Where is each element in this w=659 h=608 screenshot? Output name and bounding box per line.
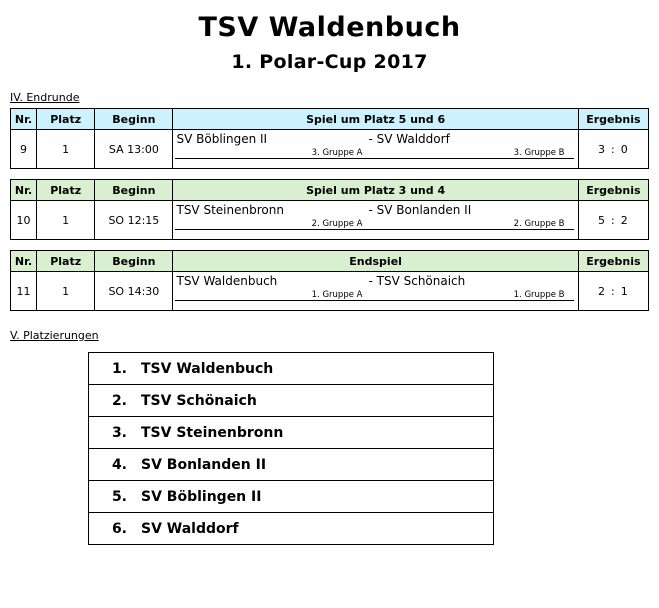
- table-row: [11, 272, 649, 311]
- divider: [175, 300, 573, 301]
- match-teams-cell: [173, 201, 578, 240]
- home-team-group: 3. Gruppe A: [311, 148, 363, 158]
- page-title: TSV Waldenbuch: [198, 12, 461, 43]
- home-team-group: 1. Gruppe A: [311, 290, 363, 300]
- away-team-group: 3. Gruppe B: [513, 148, 565, 158]
- column-header-ergebnis: Ergebnis: [578, 109, 648, 130]
- list-item: [89, 385, 493, 417]
- match-table: [10, 250, 649, 311]
- match-beginn: SO 12:15: [95, 201, 173, 240]
- rank-team: SV Böblingen II: [141, 488, 262, 505]
- column-header-ergebnis: Ergebnis: [578, 251, 648, 272]
- rank-team: TSV Schönaich: [141, 392, 257, 409]
- match-platz: 1: [37, 201, 95, 240]
- rank-position: 1.: [111, 360, 127, 377]
- column-header-platz: Platz: [37, 251, 95, 272]
- match-platz: 1: [37, 272, 95, 311]
- column-header-ergebnis: Ergebnis: [578, 180, 648, 201]
- list-item: [89, 417, 493, 449]
- column-header-nr: Nr.: [11, 109, 37, 130]
- rank-position: 5.: [111, 488, 127, 505]
- match-beginn: SO 14:30: [95, 272, 173, 311]
- column-header-beginn: Beginn: [95, 251, 173, 272]
- list-item: [89, 449, 493, 481]
- match-caption: Endspiel: [173, 251, 578, 272]
- rank-team: SV Bonlanden II: [141, 456, 267, 473]
- match-caption: Spiel um Platz 3 und 4: [173, 180, 578, 201]
- match-nr: 10: [11, 201, 37, 240]
- match-platz: 1: [37, 130, 95, 169]
- column-header-platz: Platz: [37, 180, 95, 201]
- match-result: [578, 201, 648, 240]
- rankings-table: [88, 352, 494, 545]
- match-beginn: SA 13:00: [95, 130, 173, 169]
- match-table: [10, 108, 649, 169]
- away-team: - SV Bonlanden II: [368, 203, 472, 217]
- divider: [175, 229, 573, 230]
- list-item: [89, 513, 493, 545]
- score-away: 1: [620, 284, 629, 298]
- score-home: 3: [598, 142, 607, 156]
- away-team: - TSV Schönaich: [368, 274, 466, 288]
- column-header-beginn: Beginn: [95, 180, 173, 201]
- table-header-row: [11, 180, 649, 201]
- rank-position: 6.: [111, 520, 127, 537]
- away-team-group: 2. Gruppe B: [513, 219, 565, 229]
- match-result: [578, 272, 648, 311]
- section-label-platzierungen: V. Platzierungen: [10, 329, 99, 342]
- match-nr: 11: [11, 272, 37, 311]
- home-team: TSV Waldenbuch: [176, 274, 278, 288]
- table-header-row: [11, 109, 649, 130]
- table-row: [11, 201, 649, 240]
- score-home: 5: [598, 213, 607, 227]
- rank-position: 4.: [111, 456, 127, 473]
- page-subtitle: 1. Polar-Cup 2017: [231, 51, 428, 73]
- table-row: [11, 130, 649, 169]
- home-team: TSV Steinenbronn: [176, 203, 284, 217]
- rank-team: TSV Waldenbuch: [141, 360, 274, 377]
- match-teams-cell: [173, 272, 578, 311]
- score-separator: :: [611, 213, 616, 227]
- divider: [175, 158, 573, 159]
- match-block: [10, 108, 649, 169]
- score-away: 2: [620, 213, 629, 227]
- column-header-platz: Platz: [37, 109, 95, 130]
- score-separator: :: [611, 284, 616, 298]
- rank-position: 3.: [111, 424, 127, 441]
- away-team: - SV Walddorf: [368, 132, 450, 146]
- home-team-group: 2. Gruppe A: [311, 219, 363, 229]
- match-teams-cell: [173, 130, 578, 169]
- match-result: [578, 130, 648, 169]
- home-team: SV Böblingen II: [176, 132, 268, 146]
- match-block: [10, 179, 649, 240]
- score-separator: :: [611, 142, 616, 156]
- column-header-nr: Nr.: [11, 251, 37, 272]
- rank-position: 2.: [111, 392, 127, 409]
- match-table: [10, 179, 649, 240]
- score-home: 2: [598, 284, 607, 298]
- away-team-group: 1. Gruppe B: [513, 290, 565, 300]
- rank-team: TSV Steinenbronn: [141, 424, 284, 441]
- table-header-row: [11, 251, 649, 272]
- score-away: 0: [620, 142, 629, 156]
- section-label-endrunde: IV. Endrunde: [10, 91, 80, 104]
- column-header-nr: Nr.: [11, 180, 37, 201]
- list-item: [89, 481, 493, 513]
- column-header-beginn: Beginn: [95, 109, 173, 130]
- match-caption: Spiel um Platz 5 und 6: [173, 109, 578, 130]
- match-block: [10, 250, 649, 311]
- rank-team: SV Walddorf: [141, 520, 239, 537]
- match-nr: 9: [11, 130, 37, 169]
- list-item: [89, 353, 493, 385]
